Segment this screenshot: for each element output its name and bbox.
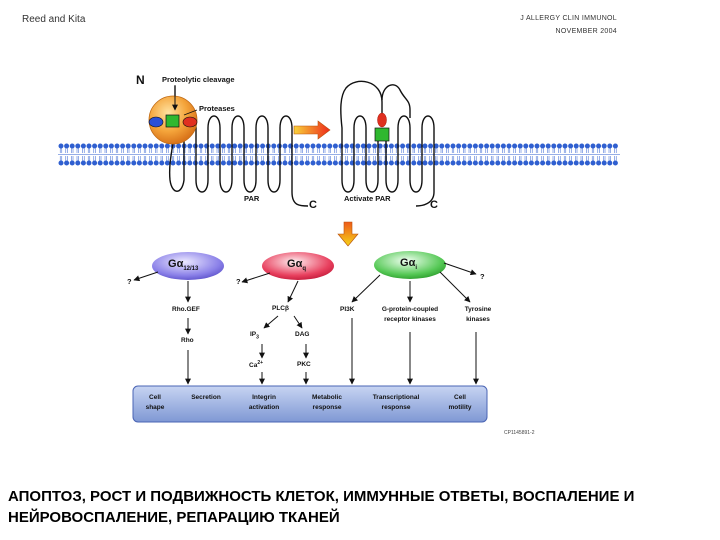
tyrosine-kinases-line2: kinases [466,316,490,323]
g1213-label: $G\alpha_{12/13}$ [168,258,199,273]
response-metabolic-line1: Metabolic [312,394,342,401]
rhogef-label: Rho.GEF [172,306,200,313]
journal-label: J ALLERGY CLIN IMMUNOL [520,15,617,22]
unknown-marker: ? [127,277,132,286]
russian-caption: АПОПТОЗ, РОСТ И ПОДВИЖНОСТЬ КЛЕТОК, ИММУННЫЕ ОТВЕТЫ, ВОСПАЛЕНИЕ И НЕЙРОВОСПАЛЕНИЕ, РЕПАРАЦИЮ ТКАНЕЙ [8,488,635,526]
response-integrin-line1: Integrin [252,394,276,401]
cleaved-site [375,128,389,141]
response-secretion: Secretion [191,394,221,401]
unknown-marker: ? [480,272,485,281]
gpcr-kinases-line2: receptor kinases [384,316,436,323]
n-terminus-label: N [136,73,145,87]
response-motility-line1: Cell [454,394,466,401]
activation-arrow [294,121,330,139]
figure-code: CP1145891-2 [504,430,535,436]
c-terminus-left: C [309,199,317,211]
pkc-label: PKC [297,361,311,368]
dag-label: DAG [295,331,310,338]
downstream-arrow [338,222,358,246]
response-transcriptional-line2: response [381,404,411,411]
response-cell-shape-line1: Cell [149,394,161,401]
response-cell-shape-line2: shape [145,404,165,411]
cell-membrane [58,142,620,167]
gi-label: $G\alpha_i$ [400,257,417,272]
date-label: NOVEMBER 2004 [555,28,617,35]
par-label: PAR [244,194,260,203]
unknown-marker: ? [236,277,241,286]
gpcr-kinases-line1: G-protein-coupled [381,306,439,313]
cleavage-label: Proteolytic cleavage [162,75,235,84]
c-terminus-right: C [430,199,438,211]
proteases-label: Proteases [199,104,235,113]
gq-label: $G\alpha_q$ [287,258,306,273]
response-metabolic-line2: response [312,404,342,411]
plcb-label: PLCβ [272,305,289,312]
calcium-label: $Ca^{2+}$ [249,360,264,370]
response-integrin-line2: activation [248,404,280,411]
ip3-label: $IP_3$ [250,331,259,341]
pi3k-label: PI3K [340,306,355,313]
protease-enzyme [149,96,197,144]
tethered-ligand [378,113,387,127]
response-motility-line2: motility [448,404,472,411]
tyrosine-kinases-line1: Tyrosine [464,306,492,313]
rho-label: Rho [181,337,194,344]
response-transcriptional-line1: Transcriptional [372,394,420,401]
author-label: Reed and Kita [22,14,86,25]
activated-par-label: Activate PAR [344,194,391,203]
